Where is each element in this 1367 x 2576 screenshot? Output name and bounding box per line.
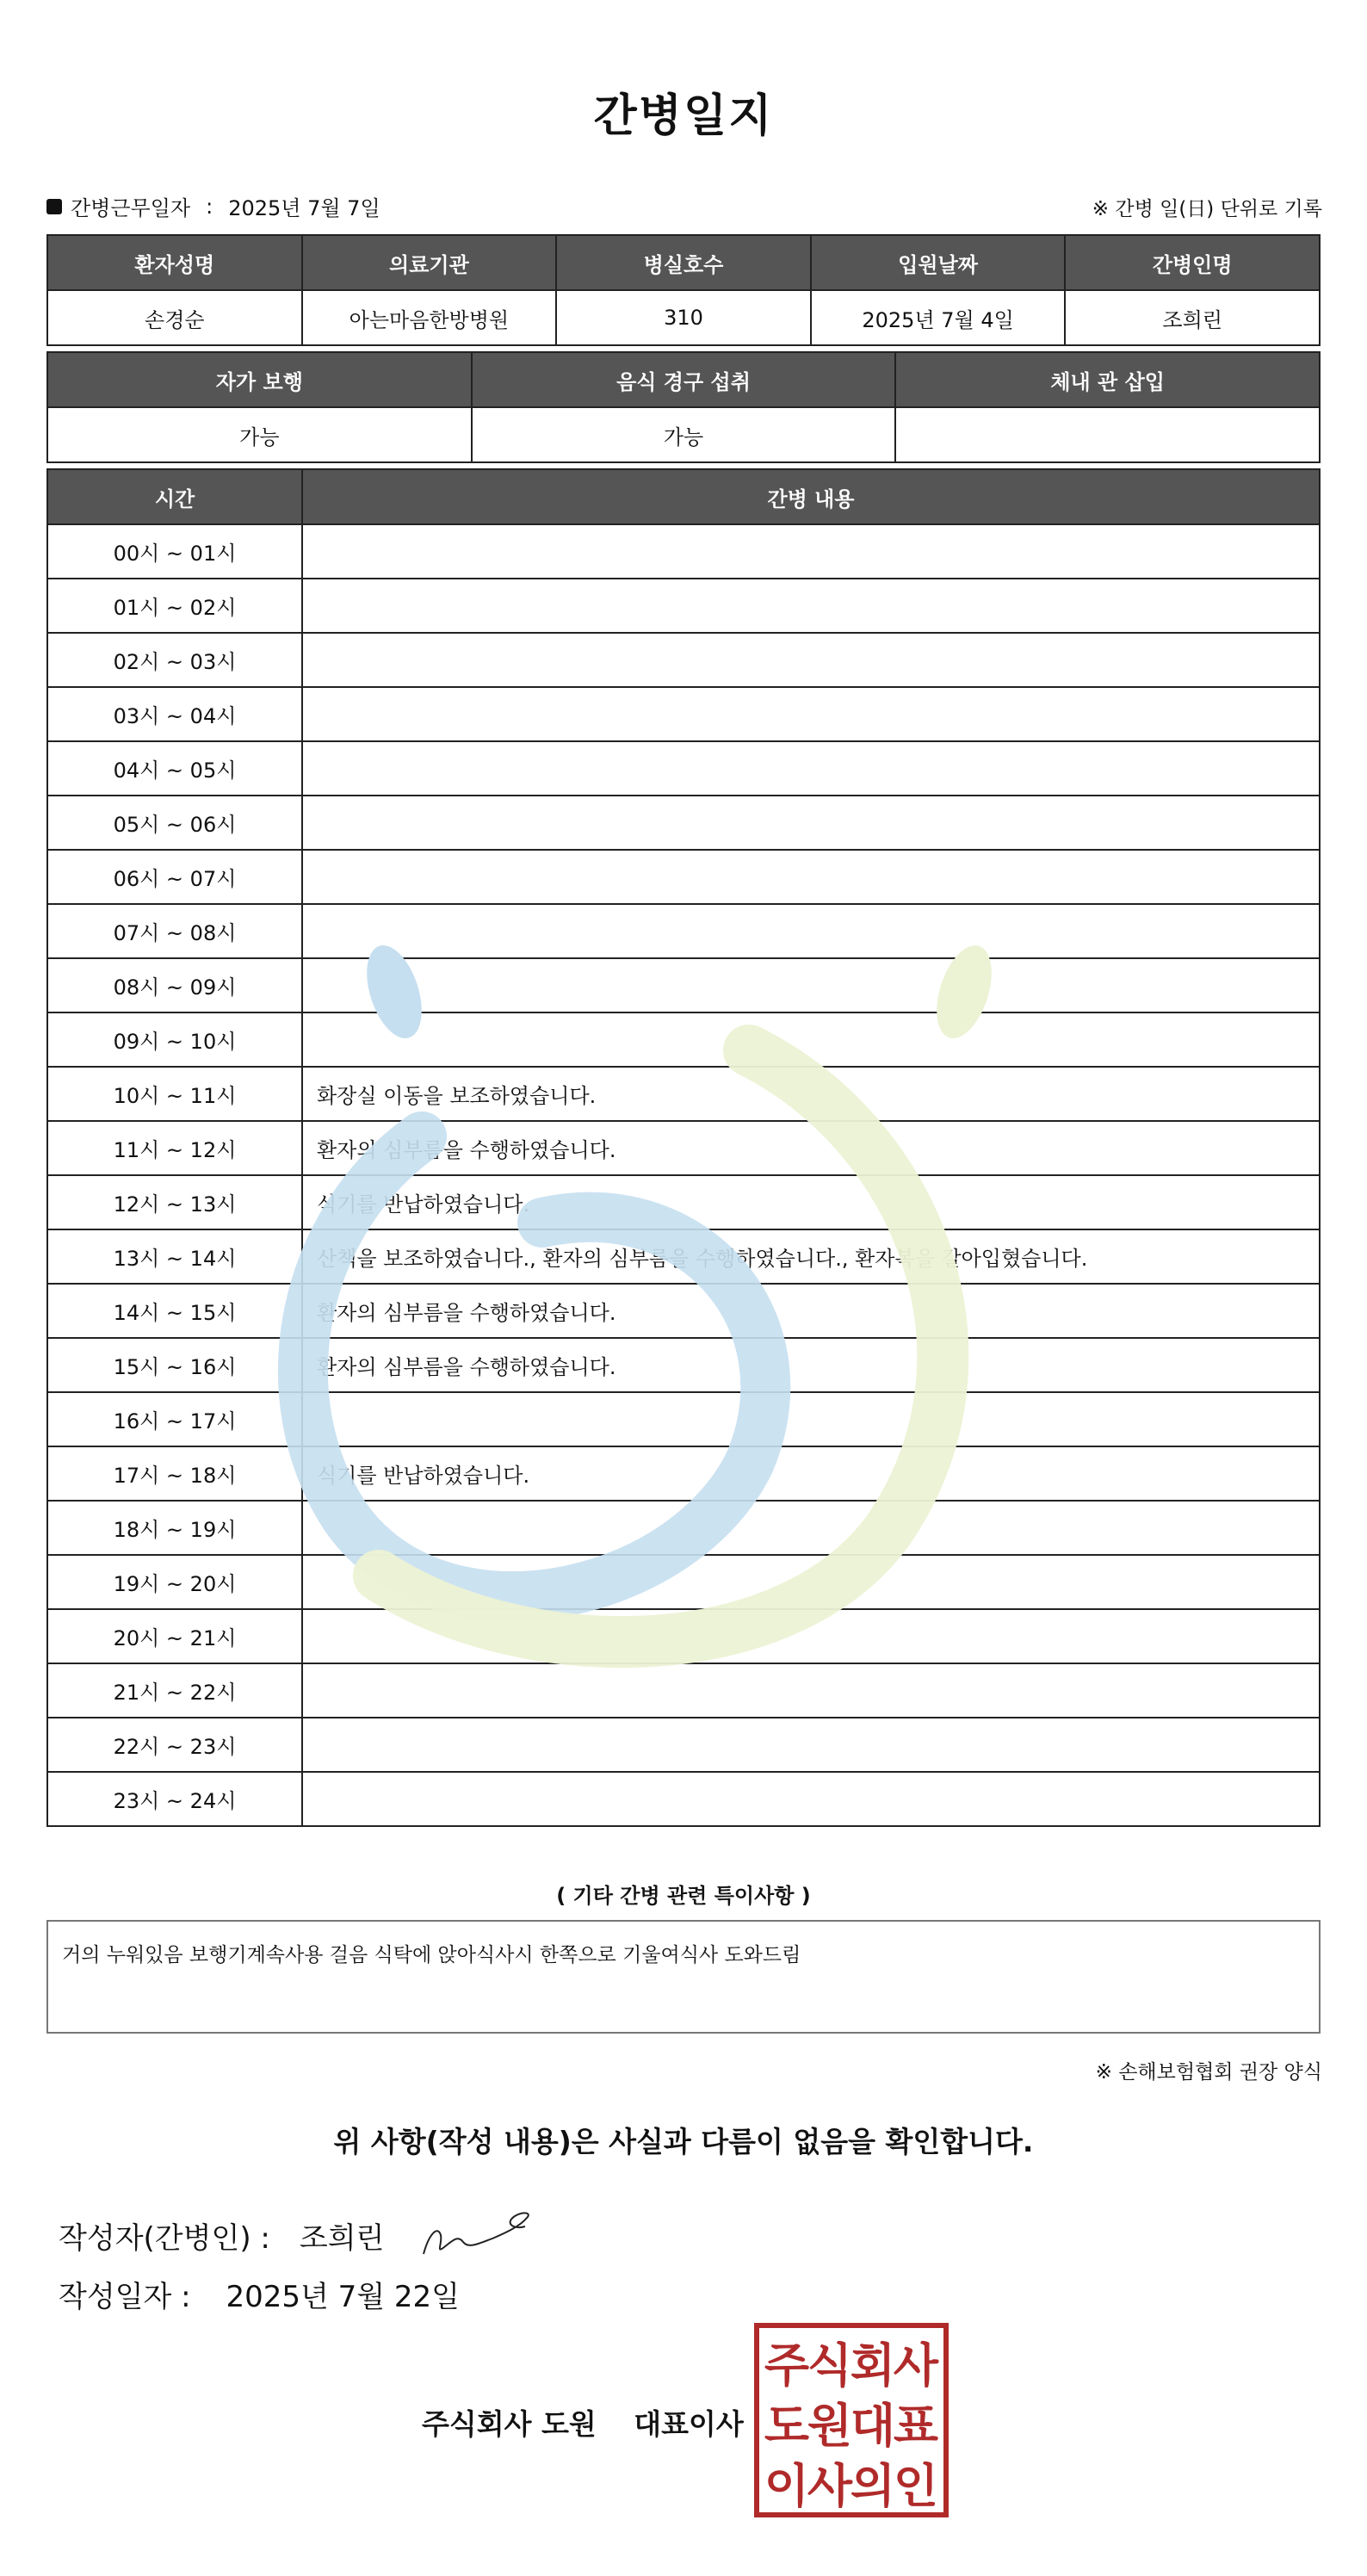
work-date-separator: : [206,194,213,219]
log-content [302,1772,1320,1826]
log-row [47,1284,1320,1338]
log-content [302,741,1320,796]
log-time: 06시 ~ 07시 [47,850,302,904]
log-content [302,579,1320,633]
log-content: 환자의 심부름을 수행하였습니다. [302,1284,1320,1338]
log-row [47,1121,1320,1175]
log-content [302,796,1320,850]
log-time: 11시 ~ 12시 [47,1121,302,1175]
log-time: 12시 ~ 13시 [47,1175,302,1229]
log-content [302,524,1320,579]
svg-text:식: 식 [807,2338,853,2393]
log-time: 18시 ~ 19시 [47,1501,302,1555]
log-row [47,1175,1320,1229]
log-time: 00시 ~ 01시 [47,524,302,579]
work-date [46,191,380,221]
room-number: 310 [556,290,811,345]
svg-text:사: 사 [893,2338,939,2393]
log-row [47,524,1320,579]
log-content [302,1392,1320,1446]
log-time: 07시 ~ 08시 [47,904,302,958]
log-row [47,1338,1320,1392]
svg-text:표: 표 [893,2399,939,2453]
patient-info-table [46,234,1321,346]
company-seal-stamp [754,2323,949,2517]
log-time: 21시 ~ 22시 [47,1663,302,1718]
log-content [302,850,1320,904]
log-content [302,1012,1320,1067]
svg-text:사: 사 [807,2459,853,2513]
log-content [302,1501,1320,1555]
header-care-content: 간병 내용 [302,469,1320,524]
hospital-name: 아는마음한방병원 [302,290,557,345]
patient-status-table [46,351,1321,463]
log-time: 04시 ~ 05시 [47,741,302,796]
document-title: 간병일지 [593,90,774,142]
log-row [47,1609,1320,1663]
log-time: 20시 ~ 21시 [47,1609,302,1663]
log-content: 식기를 반납하였습니다. [302,1446,1320,1501]
log-time: 10시 ~ 11시 [47,1067,302,1121]
tube-status [895,407,1320,462]
header-caregiver: 간병인명 [1065,235,1320,290]
writing-date-value: 2025년 7월 22일 [226,2280,461,2314]
writer-label: 작성자(간병인) : [59,2220,270,2256]
svg-text:대: 대 [850,2399,896,2453]
log-content [302,1609,1320,1663]
log-row [47,850,1320,904]
writing-date-label: 작성일자 : [59,2280,191,2314]
care-log-table [46,468,1321,1827]
log-row [47,633,1320,687]
log-time: 19시 ~ 20시 [47,1555,302,1609]
log-row [47,579,1320,633]
other-notes-text: 거의 누워있음 보행기계속사용 걸음 식탁에 앉아식사시 한쪽으로 기울여식사 도와드림 [62,1944,801,1966]
log-content [302,958,1320,1012]
signature-icon [418,2209,539,2261]
insurance-note: ※ 손해보험협회 권장 양식 [1095,2061,1322,2084]
header-patient-name: 환자성명 [47,235,302,290]
header-time: 시간 [47,469,302,524]
log-content [302,687,1320,741]
log-time: 02시 ~ 03시 [47,633,302,687]
log-time: 23시 ~ 24시 [47,1772,302,1826]
writing-date-line [59,2273,460,2315]
log-time: 08시 ~ 09시 [47,958,302,1012]
log-time: 15시 ~ 16시 [47,1338,302,1392]
log-time: 09시 ~ 10시 [47,1012,302,1067]
log-content: 식기를 반납하였습니다. [302,1175,1320,1229]
svg-text:의: 의 [850,2459,896,2513]
log-content [302,633,1320,687]
record-note: ※ 간병 일(日) 단위로 기록 [1092,198,1322,220]
log-row [47,1663,1320,1718]
log-row [47,1446,1320,1501]
svg-text:인: 인 [893,2459,939,2513]
company-name: 주식회사 도원 [422,2407,597,2441]
caregiver-name: 조희린 [1065,290,1320,345]
log-row [47,1718,1320,1772]
log-time: 16시 ~ 17시 [47,1392,302,1446]
header-tube: 체내 관 삽입 [895,352,1320,407]
log-row [47,687,1320,741]
svg-text:회: 회 [850,2338,896,2393]
log-row [47,1229,1320,1284]
writer-name: 조희린 [299,2220,385,2256]
log-row [47,904,1320,958]
log-row [47,796,1320,850]
svg-text:원: 원 [807,2399,853,2453]
patient-name: 손경순 [47,290,302,345]
log-row [47,1555,1320,1609]
log-time: 03시 ~ 04시 [47,687,302,741]
log-content: 환자의 심부름을 수행하였습니다. [302,1121,1320,1175]
log-row [47,1067,1320,1121]
header-hospital: 의료기관 [302,235,557,290]
admission-date: 2025년 7월 4일 [811,290,1066,345]
log-time: 05시 ~ 06시 [47,796,302,850]
log-time: 01시 ~ 02시 [47,579,302,633]
log-time: 17시 ~ 18시 [47,1446,302,1501]
log-content: 환자의 심부름을 수행하였습니다. [302,1338,1320,1392]
svg-text:이: 이 [764,2459,810,2513]
log-row [47,1772,1320,1826]
svg-text:주: 주 [764,2338,810,2393]
square-bullet-icon [46,199,62,214]
walking-status: 가능 [47,407,472,462]
svg-text:도: 도 [764,2399,810,2453]
log-row [47,741,1320,796]
writer-line [59,2209,539,2261]
company-signature-line [422,2402,744,2443]
log-content [302,1663,1320,1718]
log-time: 14시 ~ 15시 [47,1284,302,1338]
other-notes-title: ( 기타 간병 관련 특이사항 ) [556,1884,811,1908]
header-oral-intake: 음식 경구 섭취 [472,352,896,407]
log-content [302,904,1320,958]
header-walking: 자가 보행 [47,352,472,407]
log-content: 화장실 이동을 보조하였습니다. [302,1067,1320,1121]
log-time: 22시 ~ 23시 [47,1718,302,1772]
work-date-label: 간병근무일자 [71,196,191,220]
log-row [47,958,1320,1012]
log-content [302,1555,1320,1609]
log-row [47,1012,1320,1067]
log-content: 산책을 보조하였습니다., 환자의 심부름을 수행하였습니다., 환자복을 갈아입혔습니다. [302,1229,1320,1284]
log-content [302,1718,1320,1772]
log-row [47,1392,1320,1446]
work-date-value: 2025년 7월 7일 [228,196,380,220]
representative-title: 대표이사 [634,2407,744,2441]
log-time: 13시 ~ 14시 [47,1229,302,1284]
header-room: 병실호수 [556,235,811,290]
other-notes-box [46,1920,1321,2034]
confirmation-statement: 위 사항(작성 내용)은 사실과 다름이 없음을 확인합니다. [333,2125,1034,2158]
oral-intake-status: 가능 [472,407,896,462]
log-row [47,1501,1320,1555]
header-admission-date: 입원날짜 [811,235,1066,290]
